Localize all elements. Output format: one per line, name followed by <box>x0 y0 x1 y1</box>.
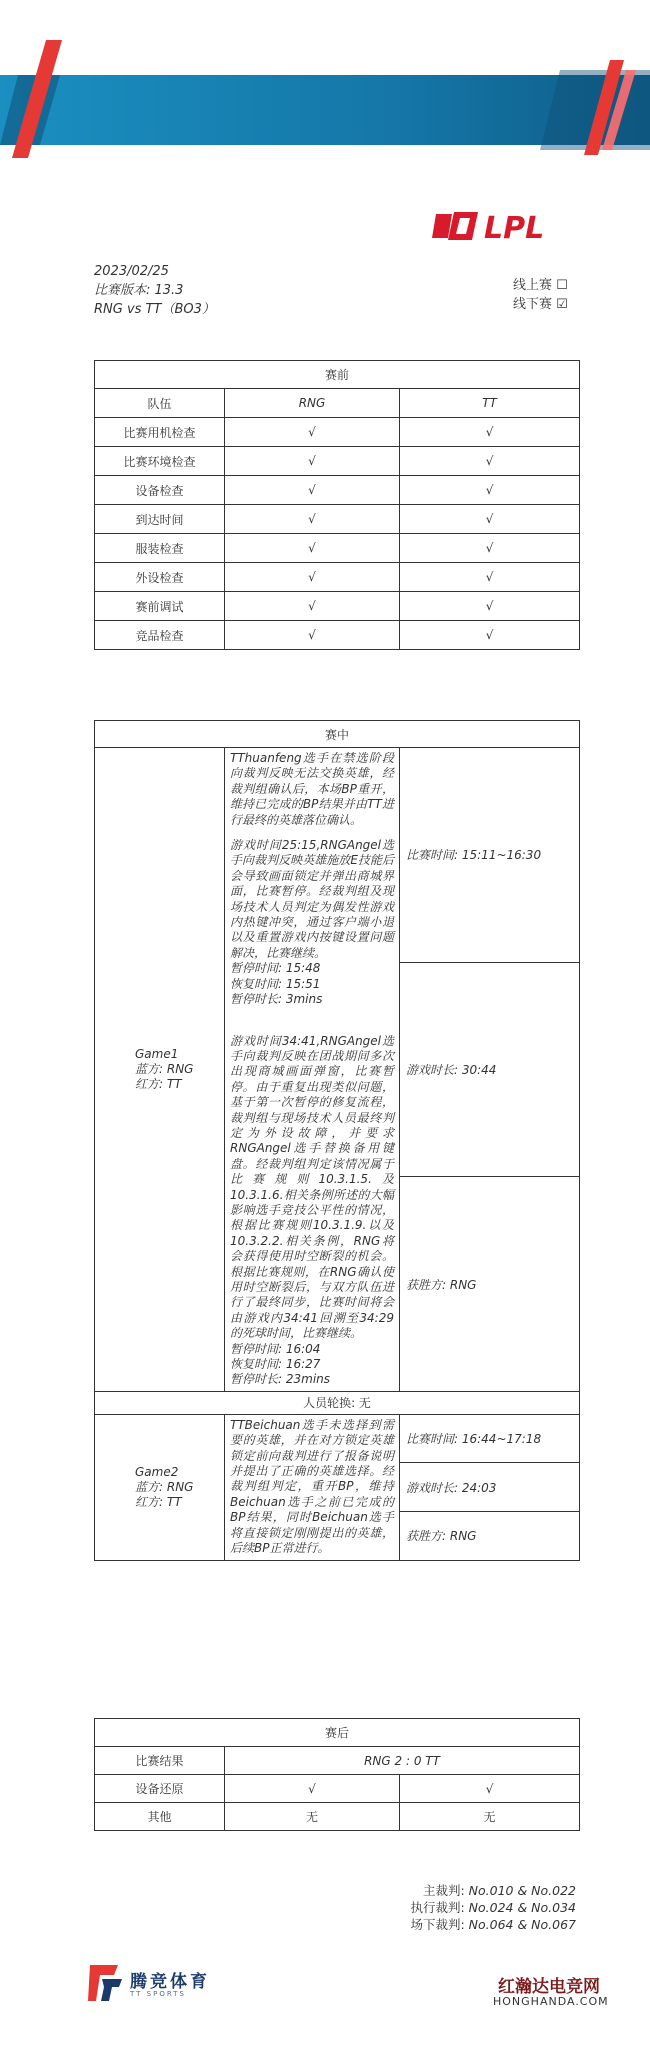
tt-check: √ <box>400 534 580 563</box>
brand-name: 腾竞体育 <box>130 1972 210 1992</box>
rng-check: √ <box>225 418 400 447</box>
pause1-duration: 暂停时长: 3mins <box>230 992 323 1007</box>
row-label: 比赛环境检查 <box>95 447 225 476</box>
referee-value: No.010 & No.022 <box>468 1883 576 1898</box>
watermark: 红瀚达电竞网 <box>498 1977 600 1997</box>
game2-duration: 游戏时长: 24:03 <box>400 1463 580 1512</box>
rng-check: √ <box>225 534 400 563</box>
referees <box>408 1882 576 1933</box>
game1-info <box>95 748 225 1392</box>
match-teams: RNG vs TT（BO3） <box>94 302 215 317</box>
game2-red: 红方: TT <box>135 1494 182 1509</box>
tt-check: √ <box>400 563 580 592</box>
tt-check: √ <box>400 447 580 476</box>
pause1-resume: 恢复时间: 15:51 <box>230 976 321 991</box>
referee-value: No.064 & No.067 <box>468 1917 576 1932</box>
banner-graphic <box>0 0 650 175</box>
game1-time: 比赛时间: 15:11~16:30 <box>400 748 580 963</box>
restore-label: 设备还原 <box>95 1775 225 1803</box>
tt-check: √ <box>400 621 580 650</box>
table-row <box>95 476 580 505</box>
referee-row <box>408 1882 576 1899</box>
header-rng: RNG <box>225 389 400 418</box>
rng-check: √ <box>225 563 400 592</box>
referee-row <box>408 1899 576 1916</box>
referee-label: 执行裁判: <box>410 1900 465 1915</box>
post-match-title: 赛后 <box>95 1719 580 1747</box>
result-label: 比赛结果 <box>95 1747 225 1775</box>
table-row <box>95 418 580 447</box>
pre-match-table <box>94 360 580 650</box>
game2-note: TTBeichuan选手未选择到需要的英雄，并在对方锁定英雄锁定前向裁判进行了报备说明并提出了正确的英雄选择。经裁判组判定，重开BP，维持Beichuan选手之前已完成的BP结果，同时Beichuan选手将直接锁定刚刚提出的英雄，后续BP正常进行。 <box>230 1417 394 1556</box>
row-label: 竞品检查 <box>95 621 225 650</box>
brand-sub: TT SPORTS <box>130 1990 186 1998</box>
rng-check: √ <box>225 476 400 505</box>
match-mode <box>513 276 568 314</box>
header-team: 队伍 <box>95 389 225 418</box>
tt-check: √ <box>400 476 580 505</box>
in-match-title: 赛中 <box>95 721 580 748</box>
pause2-duration: 暂停时长: 23mins <box>230 1372 331 1387</box>
lpl-logo <box>432 208 570 244</box>
game1-red: 红方: TT <box>135 1076 182 1091</box>
game2-notes <box>225 1414 400 1560</box>
table-row <box>95 505 580 534</box>
row-label: 服装检查 <box>95 534 225 563</box>
game2-info <box>95 1414 225 1560</box>
svg-text:LPL: LPL <box>484 211 545 244</box>
tt-check: √ <box>400 505 580 534</box>
game2-time: 比赛时间: 16:44~17:18 <box>400 1414 580 1463</box>
game1-notes <box>225 748 400 1392</box>
game1-blue: 蓝方: RNG <box>135 1061 194 1076</box>
tt-check: √ <box>400 592 580 621</box>
referee-label: 场下裁判: <box>410 1917 465 1932</box>
other-rng: 无 <box>225 1803 400 1831</box>
referee-value: No.024 & No.034 <box>468 1900 576 1915</box>
row-label: 到达时间 <box>95 505 225 534</box>
pre-match-title: 赛前 <box>95 361 580 389</box>
rotation: 人员轮换: 无 <box>95 1391 580 1414</box>
tt-sports-logo-icon <box>86 1963 124 2003</box>
game1-winner: 获胜方: RNG <box>400 1177 580 1392</box>
game2-winner: 获胜方: RNG <box>400 1511 580 1560</box>
row-label: 外设检查 <box>95 563 225 592</box>
in-match-table <box>94 720 580 1561</box>
match-info <box>94 262 215 319</box>
row-label: 设备检查 <box>95 476 225 505</box>
tt-check: √ <box>400 418 580 447</box>
game1-name: Game1 <box>135 1046 179 1061</box>
rng-check: √ <box>225 621 400 650</box>
game2-name: Game2 <box>135 1464 179 1479</box>
game2-blue: 蓝方: RNG <box>135 1479 194 1494</box>
match-version: 比赛版本: 13.3 <box>94 283 184 298</box>
table-row <box>95 621 580 650</box>
referee-label: 主裁判: <box>422 1883 465 1898</box>
pause2-start: 暂停时间: 16:04 <box>230 1341 321 1356</box>
referee-row <box>408 1916 576 1933</box>
other-label: 其他 <box>95 1803 225 1831</box>
header-banner <box>0 0 650 175</box>
game1-note-3: 游戏时间34:41,RNGAngel选手向裁判反映在团战期间多次出现商城画面弹窗，比赛暂停。由于重复出现类似问题，基于第一次暂停的修复流程，裁判组与现场技术人员最终判定为外设故障，并要求RNGAngel选手替换备用键盘。经裁判组判定该情况属于比赛规则10.3.1.5.及10.3.1.6.相关条例所述的大幅影响选手竞技公平性的情况，根据比赛规则10.3.1.9.以及10.3.2.2.相关条例，RNG将会获得使用时空断裂的机会。根据比赛规则，在RNG确认使用时空断裂后，与双方队伍进行了最终同步，比赛时间将会由游戏内34:41回溯至34:29的死球时间，比赛继续。 <box>230 1033 394 1341</box>
post-match-table <box>94 1718 580 1831</box>
table-row <box>95 534 580 563</box>
rng-check: √ <box>225 505 400 534</box>
game1-note-1: TThuanfeng选手在禁选阶段向裁判反映无法交换英雄，经裁判组确认后，本场BP重开，维持已完成的BP结果并由TT进行最终的英雄落位确认。 <box>230 751 394 827</box>
row-label: 比赛用机检查 <box>95 418 225 447</box>
rng-check: √ <box>225 447 400 476</box>
offline-option: 线下赛 ☑ <box>513 297 568 312</box>
restore-rng: √ <box>225 1775 400 1803</box>
rng-check: √ <box>225 592 400 621</box>
online-option: 线上赛 ☐ <box>513 278 568 293</box>
other-tt: 无 <box>400 1803 580 1831</box>
game1-note-2: 游戏时间25:15,RNGAngel选手向裁判反映英雄施放E技能后会导致画面锁定并弹出商城界面，比赛暂停。经裁判组及现场技术人员判定为偶发性游戏内热键冲突，通过客户端小退以及重置游戏内按键设置问题解决，比赛继续。 <box>230 838 394 960</box>
pause1-start: 暂停时间: 15:48 <box>230 961 321 976</box>
table-row <box>95 447 580 476</box>
match-date: 2023/02/25 <box>94 264 169 279</box>
game1-duration: 游戏时长: 30:44 <box>400 962 580 1177</box>
restore-tt: √ <box>400 1775 580 1803</box>
header-tt: TT <box>400 389 580 418</box>
result-value: RNG 2 : 0 TT <box>225 1747 580 1775</box>
pause2-resume: 恢复时间: 16:27 <box>230 1357 321 1372</box>
table-row <box>95 592 580 621</box>
table-row <box>95 563 580 592</box>
row-label: 赛前调试 <box>95 592 225 621</box>
watermark-url: HONGHANDA.COM <box>493 1995 609 2008</box>
